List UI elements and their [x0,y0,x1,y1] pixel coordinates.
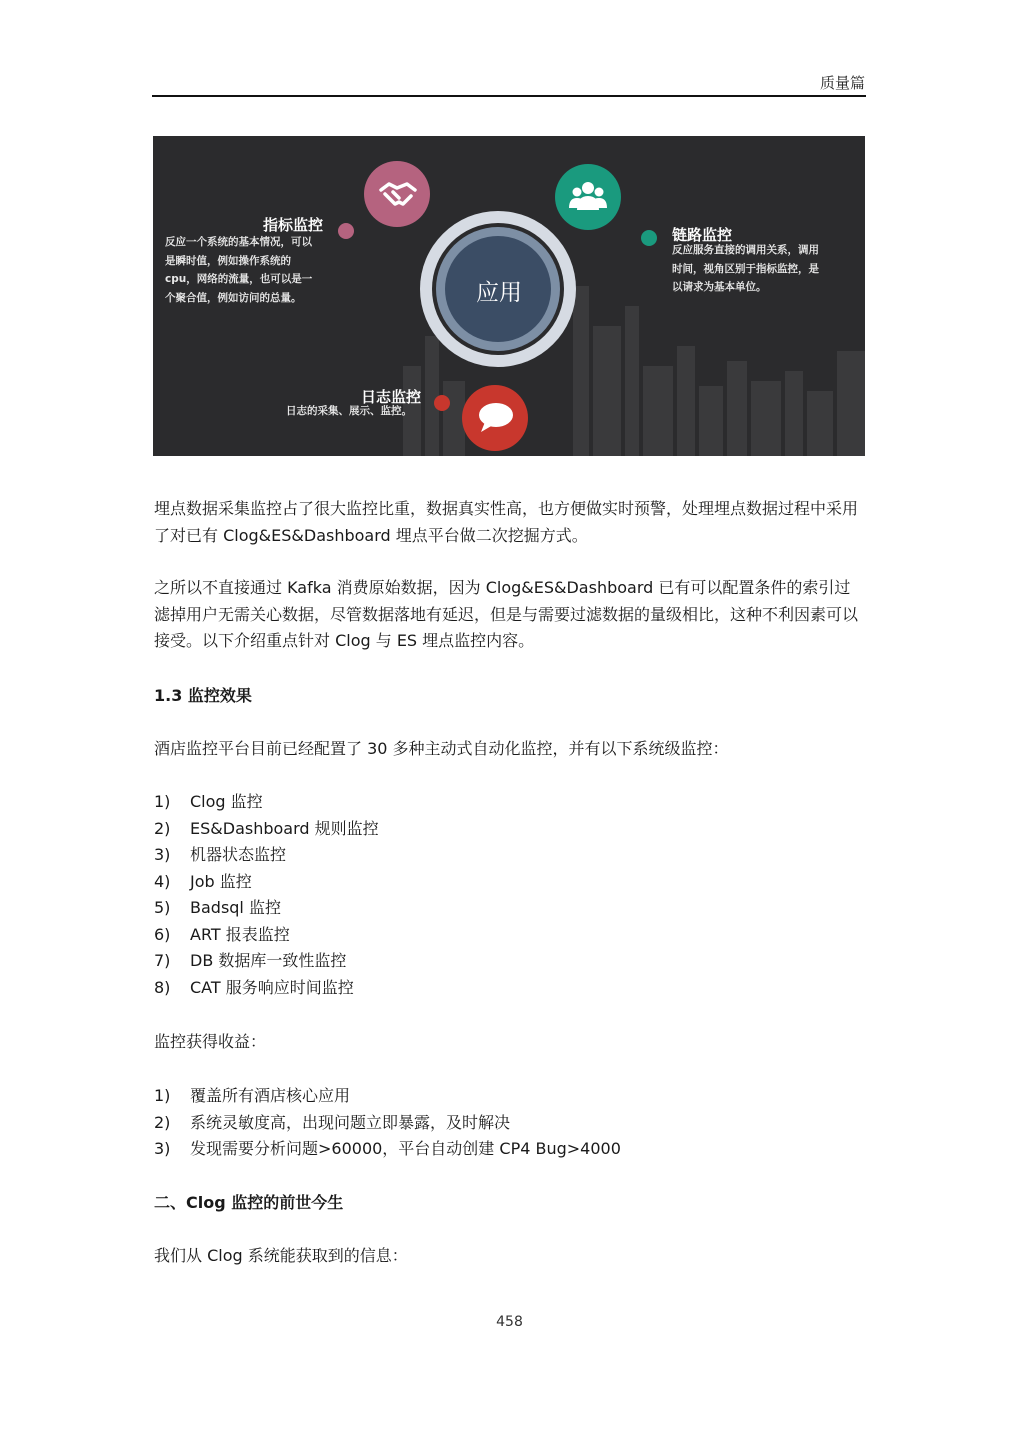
list-number: 3) [154,845,171,864]
list-number: 2) [154,1112,171,1132]
header-section-label: 质量篇 [819,74,865,92]
center-app-label: 应用 [476,280,522,306]
log-title: 日志监控 [361,388,422,406]
paragraph-3 [154,736,866,763]
list-text: Job 监控 [190,871,252,891]
list-item [154,789,866,816]
benefit-list [154,1083,866,1163]
list-item [154,922,866,949]
list-text: 覆盖所有酒店核心应用 [190,1086,351,1105]
paragraph-1-text: 埋点数据采集监控占了很大监控比重，数据真实性高，也方便做实时预警，处理埋点数据过程中采用了对已有 Clog&ES&Dashboard 埋点平台做二次挖掘方式。 [154,499,859,545]
paragraph-5 [154,1243,866,1270]
list-text: DB 数据库一致性监控 [190,951,347,970]
trace-title: 链路监控 [672,226,733,244]
list-number: 3) [154,1139,171,1158]
section-heading-1-3: 1.3 监控效果 [154,686,252,705]
metrics-line: 是瞬时值，例如操作系统的 [165,254,291,267]
list-text: 系统灵敏度高，出现问题立即暴露，及时解决 [190,1112,511,1132]
list-number: 2) [154,818,171,838]
paragraph-5-text: 我们从 Clog 系统能获取到的信息： [154,1246,408,1265]
list-number: 1) [154,1086,171,1105]
page-number: 458 [496,1314,523,1330]
paragraph-2-text: 之所以不直接通过 Kafka 消费原始数据，因为 Clog&ES&Dashboard 已有可以配置条件的索引过滤掉用户无需关心数据，尽管数据落地有延迟，但是与需要过滤数据的量级相比，这种不利因素可以接受。以下介绍重点针对 Clog 与 ES 埋点监控内容。 [154,578,859,650]
list-number: 5) [154,898,171,917]
paragraph-3-text: 酒店监控平台目前已经配置了 30 多种主动式自动化监控，并有以下系统级监控： [154,739,729,758]
list-number: 7) [154,951,171,970]
metrics-line: 个聚合值，例如访问的总量。 [165,291,302,304]
list-item [154,948,866,975]
header-rule [152,95,866,97]
system-monitor-list [154,789,866,1001]
list-number: 1) [154,792,171,811]
metrics-dot [338,223,354,239]
trace-description [672,241,819,297]
list-item [154,1110,866,1137]
paragraph-2 [154,575,866,655]
paragraph-1 [154,496,866,549]
metrics-line: cpu，网络的流量，也可以是一 [165,273,313,285]
trace-line: 时间，视角区别于指标监控，是 [672,262,819,275]
trace-line: 反应服务直接的调用关系，调用 [672,244,819,256]
metrics-line: 反应一个系统的基本情况，可以 [165,236,312,248]
paragraph-4-text: 监控获得收益： [154,1032,267,1051]
list-item [154,895,866,922]
list-text: CAT 服务响应时间监控 [190,977,354,997]
list-number: 6) [154,924,171,944]
list-text: 发现需要分析问题>60000，平台自动创建 CP4 Bug>4000 [190,1139,621,1158]
log-dot [434,395,450,411]
list-text: ART 报表监控 [190,924,290,944]
list-item [154,1136,866,1163]
list-number: 4) [154,871,171,891]
trace-line: 以请求为基本单位。 [672,281,767,293]
log-line: 日志的采集、展示、监控。 [286,405,412,417]
metrics-title: 指标监控 [263,216,324,234]
list-number: 8) [154,977,171,997]
list-item [154,842,866,869]
paragraph-4 [154,1029,866,1056]
list-item [154,975,866,1002]
list-item [154,869,866,896]
log-description [286,402,412,421]
list-text: ES&Dashboard 规则监控 [190,818,379,838]
list-text: 机器状态监控 [190,845,287,864]
trace-dot [641,230,657,246]
metrics-description [165,233,312,307]
list-item [154,816,866,843]
list-item [154,1083,866,1110]
monitoring-figure [153,136,865,456]
list-text: Clog 监控 [190,792,263,811]
list-text: Badsql 监控 [190,898,281,917]
section-heading-2: 二、Clog 监控的前世今生 [154,1193,344,1212]
